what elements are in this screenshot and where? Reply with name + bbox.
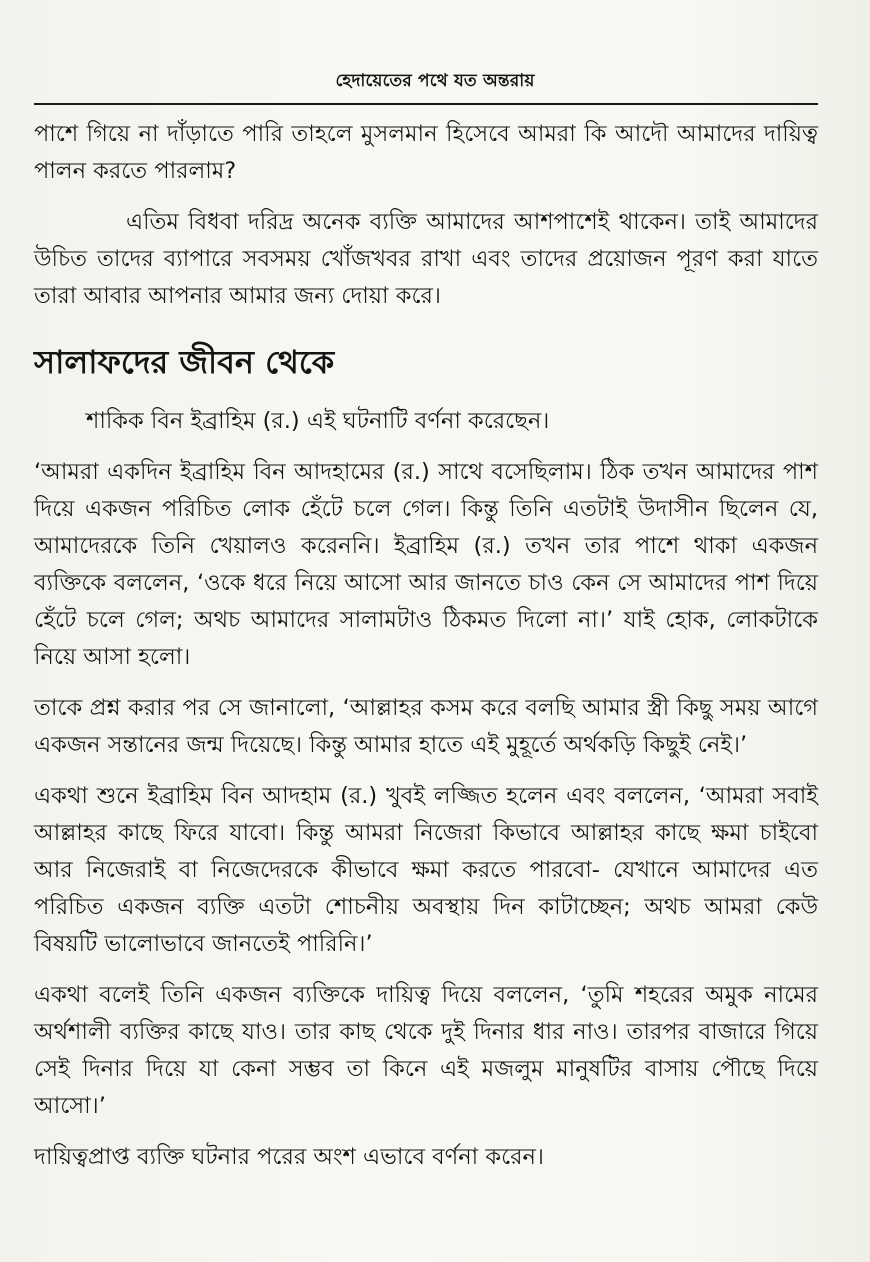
paragraph-continuation: পাশে গিয়ে না দাঁড়াতে পারি তাহলে মুসলমান হিসেবে আমরা কি আদৌ আমাদের দায়িত্ব পালন করতে পারলাম? (34, 121, 818, 184)
header-divider (34, 103, 818, 105)
section-heading: সালাফদের জীবন থেকে (34, 343, 335, 381)
running-header-title: হেদায়েতের পথে যত অন্তরায় (335, 71, 535, 91)
paragraph-narrator: শাকিক বিন ইব্রাহিম (র.) এই ঘটনাটি বর্ণনা করেছেন। (86, 408, 550, 434)
paragraph-instruction: একথা বলেই তিনি একজন ব্যক্তিকে দায়িত্ব দিয়ে বললেন, ‘তুমি শহরের অমুক নামের অর্থশালী ব্যক্তির কাছে যাও। তার কাছ থেকে দুই দিনার ধার নাও। তারপর বাজারে গিয়ে সেই দিনার দিয়ে যা কেনা সম্ভব তা কিনে এই মজলুম মানুষটির বাসায় পৌছে দিয়ে আসো।’ (34, 982, 818, 1119)
paragraph-story-start: ‘আমরা একদিন ইব্রাহিম বিন আদহামের (র.) সাথে বসেছিলাম। ঠিক তখন আমাদের পাশ দিয়ে একজন পরিচিত লোক হেঁটে চলে গেল। কিন্তু তিনি এতটাই উদাসীন ছিলেন যে, আমাদেরকে তিনি খেয়ালও করেননি। ইব্রাহিম (র.) তখন তার পাশে থাকা একজন ব্যক্তিকে বললেন, ‘ওকে ধরে নিয়ে আসো আর জানতে চাও কেন সে আমাদের পাশ দিয়ে হেঁটে চলে গেল; অথচ আমাদের সালামটাও ঠিকমত দিলো না।’ যাই হোক, লোকটাকে নিয়ে আসা হলো। (34, 459, 818, 670)
paragraph-reply: তাকে প্রশ্ন করার পর সে জানালো, ‘আল্লাহর কসম করে বলছি আমার স্ত্রী কিছু সময় আগে একজন সন্তানের জন্ম দিয়েছে। কিন্তু আমার হাতে এই মুহূর্তে অর্থকড়ি কিছুই নেই।’ (34, 695, 818, 758)
paragraph-closing: দায়িত্বপ্রাপ্ত ব্যক্তি ঘটনার পরের অংশ এভাবে বর্ণনা করেন। (34, 1144, 544, 1170)
page-body (34, 116, 818, 1176)
paragraph-shame: একথা শুনে ইব্রাহিম বিন আদহাম (র.) খুবই লজ্জিত হলেন এবং বললেন, ‘আমরা সবাই আল্লাহর কাছে ফিরে যাবো। কিন্তু আমরা নিজেরা কিভাবে আল্লাহর কাছে ক্ষমা চাইবো আর নিজেরাই বা নিজেদেরকে কীভাবে ক্ষমা করতে পারবো- যেখানে আমাদের এত পরিচিত একজন ব্যক্তি এতটা শোচনীয় অবস্থায় দিন কাটাচ্ছেন; অথচ আমরা কেউ বিষয়টি ভালোভাবে জানতেই পারিনি।’ (34, 783, 818, 957)
paragraph-orphans: এতিম বিধবা দরিদ্র অনেক ব্যক্তি আমাদের আশপাশেই থাকেন। তাই আমাদের উচিত তাদের ব্যাপারে সবসময় খোঁজখবর রাখা এবং তাদের প্রয়োজন পূরণ করা যাতে তারা আবার আপনার আমার জন্য দোয়া করে। (34, 209, 818, 309)
